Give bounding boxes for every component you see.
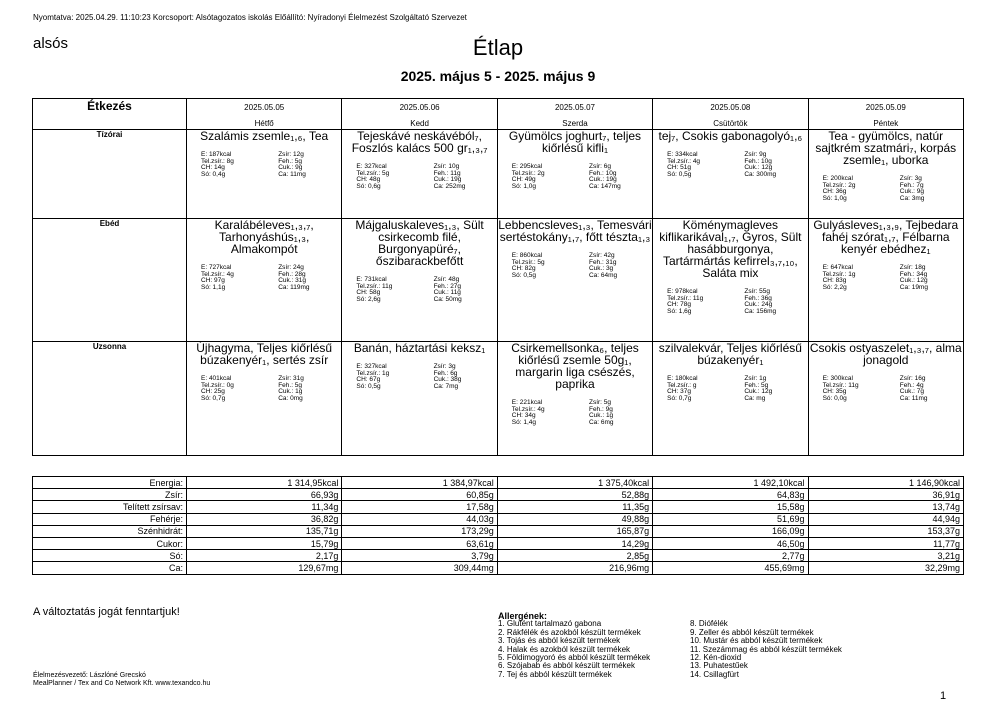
day-weekday: Hétfő xyxy=(254,119,274,128)
nutrition-value: CH: 36g xyxy=(822,188,847,195)
dish-text: Gulyásleves₁,₃,₉, Tejbedara fahéj szórat₁,₇, Félbarna kenyér ebédhez₁ xyxy=(813,218,959,256)
nutrition-value: E: 647kcal xyxy=(822,264,853,271)
nutrition-info xyxy=(356,364,490,390)
nutrition-value: Cuk.: 3g xyxy=(588,265,614,272)
allergen-column-2 xyxy=(690,620,842,679)
meal-label: Tízórai xyxy=(33,130,187,219)
day-weekday: Szerda xyxy=(562,119,588,128)
nutrition-value: Zsír: 42g xyxy=(588,252,615,259)
nutrition-value: Zsír: 6g xyxy=(588,163,612,170)
meal-cell xyxy=(497,130,652,219)
nutrition-value: E: 327kcal xyxy=(356,363,387,370)
nutrition-value: Zsír: 5g xyxy=(588,399,612,406)
totals-value: 49,88g xyxy=(497,513,652,525)
nutrition-info xyxy=(201,152,335,178)
nutrition-value: Ca: 252mg xyxy=(433,182,466,190)
nutrition-value: Feh.: 10g xyxy=(744,157,772,165)
dish-text: Tejeskávé neskávéból₇, Foszlós kalács 500 gr₁,₃,₇ xyxy=(351,129,488,155)
nutrition-value: Só: 0,0g xyxy=(822,394,847,402)
allergen-item: 13. Puhatestűek xyxy=(690,661,748,671)
nutrition-value: CH: 14g xyxy=(201,164,225,171)
dish-text: Májgaluskaleves₁,₃, Sült csirkecomb filé, Burgonyapüré₇, őszibarackbefőtt xyxy=(355,218,484,268)
nutrition-value: Cuk.: 19g xyxy=(588,176,617,183)
nutrition-value: E: 180kcal xyxy=(667,375,698,382)
dish-text: szilvalekvár, Teljes kiőrlésű búzakenyér₁ xyxy=(658,341,802,367)
totals-label: Só: xyxy=(33,550,187,562)
corner-label: Étkezés xyxy=(33,99,187,130)
nutrition-value: E: 334kcal xyxy=(667,151,698,158)
nutrition-info xyxy=(823,176,957,202)
totals-value: 46,50g xyxy=(653,537,808,549)
totals-value: 17,58g xyxy=(342,501,497,513)
nutrition-value: Tel.zsír.: 1g xyxy=(356,369,390,377)
nutrition-value: CH: 49g xyxy=(511,176,536,183)
nutrition-value: Só: 0,5g xyxy=(511,271,536,279)
nutrition-info xyxy=(667,152,801,178)
nutrition-value: E: 300kcal xyxy=(822,375,853,382)
nutrition-value: Ca: 50mg xyxy=(433,295,462,303)
nutrition-value: Só: 1,1g xyxy=(201,283,226,291)
totals-value: 129,67mg xyxy=(187,562,342,574)
age-group: alsós xyxy=(33,35,69,52)
day-date: 2025.05.08 xyxy=(710,103,751,112)
nutrition-info xyxy=(823,265,957,291)
day-header xyxy=(808,99,963,130)
day-date: 2025.05.07 xyxy=(554,103,595,112)
nutrition-info xyxy=(356,277,490,303)
nutrition-value: Feh.: 36g xyxy=(744,294,772,302)
totals-label: Szénhidrát: xyxy=(33,525,187,537)
nutrition-value: Só: 0,6g xyxy=(356,182,381,190)
dish-text: Karalábéleves₁,₃,₇, Tarhonyáshús₁,₃, Almakompót xyxy=(214,218,314,256)
totals-value: 1 146,90kcal xyxy=(808,477,963,489)
nutrition-value: Só: 1,6g xyxy=(667,307,692,315)
meal-label: Uzsonna xyxy=(33,342,187,456)
nutrition-value: CH: 48g xyxy=(356,176,381,183)
totals-value: 64,83g xyxy=(653,489,808,501)
nutrition-value: Cuk.: 31g xyxy=(278,277,307,284)
totals-label: Energia: xyxy=(33,477,187,489)
disclaimer-note: A változtatás jogát fenntartjuk! xyxy=(33,606,180,618)
totals-label: Fehérje: xyxy=(33,513,187,525)
dish-text: Szalámis zsemle₁,₆, Tea xyxy=(200,129,329,143)
nutrition-value: CH: 35g xyxy=(822,388,847,395)
nutrition-value: Feh.: 5g xyxy=(278,157,303,165)
nutrition-value: E: 860kcal xyxy=(511,252,543,259)
meal-label: Ebéd xyxy=(33,219,187,342)
nutrition-value: E: 187kcal xyxy=(201,151,232,158)
nutrition-value: Zsír: 9g xyxy=(744,151,767,158)
nutrition-value: E: 731kcal xyxy=(356,276,387,283)
nutrition-value: CH: 51g xyxy=(667,164,692,171)
meal-cell xyxy=(497,219,652,342)
totals-value: 63,61g xyxy=(342,537,497,549)
dish-text: Köménymagleves kiflikarikával₁,₇, Gyros, Sült hasábburgonya, Tartármártás kefirrel₃,₇,₁₀, Saláta mix xyxy=(659,218,802,280)
totals-value: 11,35g xyxy=(497,501,652,513)
meal-cell xyxy=(808,130,963,219)
nutrition-value: Zsír: 48g xyxy=(433,276,460,283)
totals-value: 455,69mg xyxy=(653,562,808,574)
meal-cell xyxy=(653,130,808,219)
dish-text: Tea - gyümölcs, natúr sajtkrém szatmári₇, korpás zsemle₁, uborka xyxy=(815,129,957,167)
nutrition-value: Tel.zsír.: 0g xyxy=(201,381,234,389)
nutrition-value: Só: 2,2g xyxy=(822,283,847,291)
totals-value: 15,58g xyxy=(653,501,808,513)
date-range: 2025. május 5 - 2025. május 9 xyxy=(400,68,596,84)
nutrition-info xyxy=(512,253,646,279)
totals-value: 153,37g xyxy=(808,525,963,537)
totals-value: 66,93g xyxy=(187,489,342,501)
totals-value: 44,03g xyxy=(342,513,497,525)
nutrition-value: Cuk.: 1g xyxy=(278,388,303,395)
day-weekday: Kedd xyxy=(410,119,429,128)
nutrition-value: Ca: 147mg xyxy=(588,182,621,190)
nutrition-value: CH: 25g xyxy=(201,388,225,395)
nutrition-value: Só: 1,0g xyxy=(822,194,847,202)
nutrition-value: Tel.zsír.: g xyxy=(667,381,697,389)
nutrition-value: Tel.zsír.: 4g xyxy=(201,270,234,278)
totals-row xyxy=(33,489,964,501)
totals-label: Telített zsírsav: xyxy=(33,501,187,513)
nutrition-value: E: 401kcal xyxy=(201,375,232,382)
totals-value: 1 314,95kcal xyxy=(187,477,342,489)
nutrition-value: Ca: 119mg xyxy=(278,283,310,291)
nutrition-value: Só: 0,7g xyxy=(201,394,226,402)
allergen-legend xyxy=(498,612,842,679)
print-info: Nyomtatva: 2025.04.29. 11:10:23 Korcsoport: Alsótagozatos iskolás Előállító: Nyíradonyi Élelmezést Szolgáltató Szervezet xyxy=(33,13,467,22)
nutrition-value: Feh.: 5g xyxy=(744,381,769,389)
totals-row xyxy=(33,513,964,525)
nutrition-value: Cuk.: 12g xyxy=(744,388,773,395)
totals-value: 11,77g xyxy=(808,537,963,549)
allergen-title: Allergének: xyxy=(498,611,548,621)
totals-row xyxy=(33,562,964,574)
totals-value: 135,71g xyxy=(187,525,342,537)
nutrition-value: CH: 37g xyxy=(667,388,692,395)
totals-row xyxy=(33,550,964,562)
nutrition-value: Ca: 11mg xyxy=(278,170,306,178)
nutrition-value: Zsír: 12g xyxy=(278,151,304,158)
nutrition-value: CH: 83g xyxy=(822,277,847,284)
allergen-item: 11. Szezámmag és abból készült termékek xyxy=(690,644,842,654)
dish-text: Csirkemellsonka₆, teljes kiőrlésű zsemle 50g₁, margarin liga csészés, paprika xyxy=(511,341,639,391)
nutrition-value: Feh.: 4g xyxy=(899,381,924,389)
nutrition-value: CH: 78g xyxy=(667,301,692,308)
meal-cell xyxy=(653,342,808,456)
nutrition-value: Ca: 300mg xyxy=(744,170,777,178)
allergen-item: 2. Rákfélék és azokból készült termékek xyxy=(498,627,641,637)
totals-value: 36,91g xyxy=(808,489,963,501)
nutrition-value: Cuk.: 11g xyxy=(433,289,461,296)
nutrition-value: Ca: mg xyxy=(744,394,766,402)
totals-row xyxy=(33,525,964,537)
dish-text: Gyümölcs joghurt₇, teljes kiőrlésű kifli₁ xyxy=(508,129,642,155)
nutrition-value: Ca: 3mg xyxy=(899,194,925,202)
nutrition-info xyxy=(512,400,646,426)
page-title: Étlap xyxy=(472,35,524,60)
nutrition-value: Cuk.: 12g xyxy=(744,164,773,171)
nutrition-value: Zsír: 16g xyxy=(899,375,926,382)
nutrition-value: Feh.: 31g xyxy=(588,258,617,266)
totals-value: 60,85g xyxy=(342,489,497,501)
nutrition-value: Zsír: 55g xyxy=(744,288,771,295)
nutrition-value: Feh.: 28g xyxy=(278,270,306,278)
totals-value: 11,34g xyxy=(187,501,342,513)
day-date: 2025.05.05 xyxy=(244,103,285,112)
totals-value: 32,29mg xyxy=(808,562,963,574)
nutrition-info xyxy=(201,376,335,402)
allergen-item: 1. Glutént tartalmazó gabona xyxy=(498,619,602,629)
nutrition-value: Cuk.: 38g xyxy=(433,376,462,383)
nutrition-value: Zsír: 24g xyxy=(278,264,304,271)
footer-manager: Élelmezésvezető: Lászlóné Grecskó xyxy=(33,672,146,679)
nutrition-value: Tel.zsír.: 8g xyxy=(201,157,234,165)
nutrition-value: Cuk.: 9g xyxy=(899,188,924,195)
totals-value: 36,82g xyxy=(187,513,342,525)
nutrition-value: Feh.: 6g xyxy=(433,369,458,377)
nutrition-value: Feh.: 10g xyxy=(588,169,617,177)
totals-value: 165,87g xyxy=(497,525,652,537)
totals-value: 51,69g xyxy=(653,513,808,525)
meal-cell xyxy=(653,219,808,342)
nutrition-value: CH: 58g xyxy=(356,289,381,296)
meal-cell xyxy=(497,342,652,456)
totals-value: 216,96mg xyxy=(497,562,652,574)
menu-table xyxy=(32,98,964,456)
nutrition-value: Ca: 156mg xyxy=(744,307,777,315)
totals-value: 2,17g xyxy=(187,550,342,562)
nutrition-value: Tel.zsír.: 4g xyxy=(667,157,701,165)
meal-cell xyxy=(187,342,342,456)
nutrition-value: Cuk.: 7g xyxy=(899,388,924,395)
nutrition-value: Tel.zsír.: 11g xyxy=(822,381,859,389)
nutrition-value: Cuk.: 24g xyxy=(744,301,773,308)
totals-value: 52,88g xyxy=(497,489,652,501)
dish-text: Újhagyma, Teljes kiőrlésű búzakenyér₁, sertés zsír xyxy=(196,341,333,367)
nutrition-value: CH: 67g xyxy=(356,376,381,383)
totals-value: 1 375,40kcal xyxy=(497,477,652,489)
meal-row xyxy=(33,342,964,456)
nutrition-value: CH: 34g xyxy=(511,412,536,419)
nutrition-value: Feh.: 5g xyxy=(278,381,303,389)
totals-row xyxy=(33,477,964,489)
nutrition-value: Tel.zsír.: 1g xyxy=(822,270,856,278)
nutrition-value: CH: 97g xyxy=(201,277,225,284)
dish-text: tej₇, Csokis gabonagolyó₁,₆ xyxy=(658,129,803,143)
nutrition-info xyxy=(512,164,646,190)
meal-cell xyxy=(187,130,342,219)
nutrition-value: Só: 0,4g xyxy=(201,170,226,178)
nutrition-info xyxy=(667,376,801,402)
nutrition-value: E: 727kcal xyxy=(201,264,232,271)
dish-text: Csokis ostyaszelet₁,₃,₇, alma jonagold xyxy=(809,341,962,367)
nutrition-value: Ca: 64mg xyxy=(588,271,618,279)
nutrition-value: Tel.zsír.: 11g xyxy=(667,294,704,302)
totals-value: 44,94g xyxy=(808,513,963,525)
day-date: 2025.05.09 xyxy=(865,103,906,112)
nutrition-value: Tel.zsír.: 2g xyxy=(511,169,545,177)
nutrition-value: Só: 0,5g xyxy=(667,170,692,178)
totals-value: 2,85g xyxy=(497,550,652,562)
nutrition-value: Tel.zsír.: 4g xyxy=(511,405,545,413)
allergen-item: 14. Csillagfürt xyxy=(690,669,739,679)
meal-cell xyxy=(342,342,497,456)
nutrition-value: Só: 0,7g xyxy=(667,394,692,402)
day-weekday: Csütörtök xyxy=(713,119,748,128)
allergen-item: 5. Földimogyoró és abból készült termékek xyxy=(498,653,651,663)
nutrition-value: Só: 1,4g xyxy=(511,418,536,426)
totals-row xyxy=(33,537,964,549)
meal-cell xyxy=(808,219,963,342)
day-header xyxy=(497,99,652,130)
allergen-item: 6. Szójabab és abból készült termékek xyxy=(498,661,635,671)
nutrition-value: CH: 82g xyxy=(511,265,536,272)
nutrition-value: Feh.: 11g xyxy=(433,169,461,177)
totals-value: 15,79g xyxy=(187,537,342,549)
totals-value: 173,29g xyxy=(342,525,497,537)
nutrition-value: E: 295kcal xyxy=(511,163,543,170)
footer xyxy=(33,672,210,688)
nutrition-value: Tel.zsír.: 2g xyxy=(822,181,856,189)
nutrition-value: Ca: 11mg xyxy=(899,394,928,402)
allergen-item: 8. Diófélék xyxy=(690,619,728,629)
day-header xyxy=(187,99,342,130)
dish-text: Banán, háztartási keksz₁ xyxy=(353,341,486,355)
day-weekday: Péntek xyxy=(873,119,899,128)
nutrition-value: Cuk.: 19g xyxy=(433,176,462,183)
meal-cell xyxy=(342,219,497,342)
allergen-item: 9. Zeller és abból készült termékek xyxy=(690,627,814,637)
totals-row xyxy=(33,501,964,513)
nutrition-info xyxy=(201,265,335,291)
totals-value: 1 492,10kcal xyxy=(653,477,808,489)
totals-value: 309,44mg xyxy=(342,562,497,574)
nutrition-value: Tel.zsír.: 11g xyxy=(356,282,393,290)
nutrition-value: Zsír: 10g xyxy=(433,163,460,170)
day-header xyxy=(653,99,808,130)
nutrition-value: E: 221kcal xyxy=(511,399,543,406)
meal-cell xyxy=(808,342,963,456)
nutrition-value: Só: 0,5g xyxy=(356,382,381,390)
nutrition-info xyxy=(823,376,957,402)
nutrition-value: E: 978kcal xyxy=(667,288,698,295)
nutrition-info xyxy=(356,164,490,190)
allergen-item: 7. Tej és abból készült termékek xyxy=(498,669,612,679)
totals-label: Ca: xyxy=(33,562,187,574)
nutrition-value: Zsír: 1g xyxy=(744,375,767,382)
page-number: 1 xyxy=(940,690,947,702)
totals-value: 13,74g xyxy=(808,501,963,513)
nutrition-value: Ca: 6mg xyxy=(588,418,614,426)
dish-text: Lebbencsleves₁,₃, Temesvári sertéstokány₁,₇, főtt tészta₁,₃ xyxy=(498,218,652,244)
meal-cell xyxy=(187,219,342,342)
nutrition-value: Cuk.: 1g xyxy=(588,412,614,419)
totals-table xyxy=(32,476,964,575)
nutrition-value: Ca: 7mg xyxy=(433,382,459,390)
totals-value: 1 384,97kcal xyxy=(342,477,497,489)
totals-value: 166,09g xyxy=(653,525,808,537)
allergen-item: 12. Kén-dioxid xyxy=(690,653,742,663)
totals-value: 2,77g xyxy=(653,550,808,562)
nutrition-value: Zsír: 18g xyxy=(899,264,926,271)
nutrition-value: Zsír: 3g xyxy=(433,363,456,370)
nutrition-value: Só: 1,0g xyxy=(511,182,536,190)
nutrition-value: E: 200kcal xyxy=(822,175,853,182)
allergen-item: 3. Tojás és abból készült termékek xyxy=(498,636,621,646)
nutrition-value: Tel.zsír.: 5g xyxy=(356,169,390,177)
allergen-item: 4. Halak és azokból készült termékek xyxy=(498,644,631,654)
nutrition-value: Zsír: 31g xyxy=(278,375,304,382)
day-date: 2025.05.06 xyxy=(399,103,440,112)
nutrition-value: Cuk.: 12g xyxy=(899,277,928,284)
nutrition-value: Feh.: 9g xyxy=(588,405,613,413)
nutrition-value: Feh.: 27g xyxy=(433,282,462,290)
meal-row xyxy=(33,219,964,342)
totals-value: 14,29g xyxy=(497,537,652,549)
nutrition-value: Cuk.: 9g xyxy=(278,164,303,171)
footer-software: MealPlanner / Tex and Co Network Kft. www.texandco.hu xyxy=(33,680,211,687)
day-header xyxy=(342,99,497,130)
totals-label: Cukor: xyxy=(33,537,187,549)
meal-cell xyxy=(342,130,497,219)
nutrition-value: Ca: 19mg xyxy=(899,283,928,291)
nutrition-value: Ca: 0mg xyxy=(278,394,303,402)
nutrition-value: Zsír: 3g xyxy=(899,175,922,182)
nutrition-value: Tel.zsír.: 5g xyxy=(511,258,545,266)
allergen-column-1 xyxy=(498,620,690,679)
meal-row xyxy=(33,130,964,219)
allergen-item: 10. Mustár és abból készült termékek xyxy=(690,636,823,646)
totals-value: 3,21g xyxy=(808,550,963,562)
nutrition-value: E: 327kcal xyxy=(356,163,387,170)
nutrition-value: Feh.: 34g xyxy=(899,270,928,278)
totals-value: 3,79g xyxy=(342,550,497,562)
nutrition-info xyxy=(667,289,801,315)
nutrition-value: Feh.: 7g xyxy=(899,181,924,189)
nutrition-value: Só: 2,6g xyxy=(356,295,381,303)
totals-label: Zsír: xyxy=(33,489,187,501)
